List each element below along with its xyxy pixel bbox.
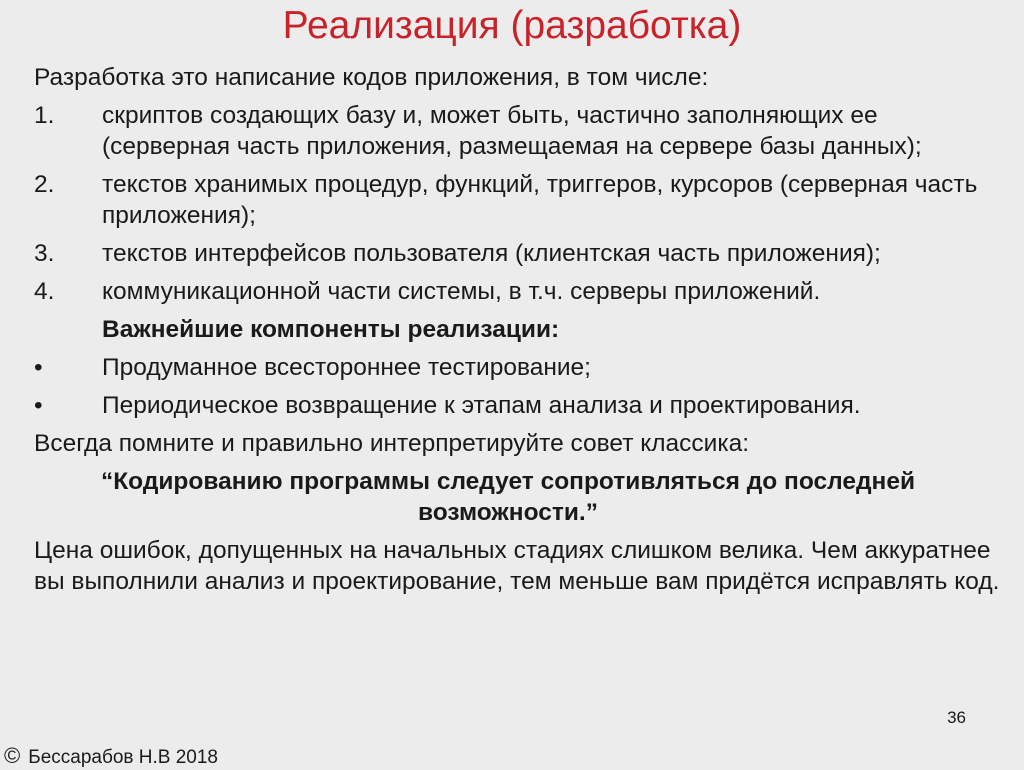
footer-author: Бессарабов Н.В 2018 xyxy=(28,747,218,768)
numbered-item xyxy=(34,169,1002,231)
page-number: 36 xyxy=(947,708,966,727)
bullet-icon: • xyxy=(34,354,43,381)
bullet-item xyxy=(34,352,1002,383)
item-number: 2. xyxy=(34,171,55,198)
conclusion-paragraph: Цена ошибок, допущенных на начальных стадиях слишком велика. Чем аккуратнее вы выполнили анализ и проектирование, тем меньше вам придётся исправлять код. xyxy=(34,537,1000,595)
slide-title: Реализация (разработка) xyxy=(282,4,742,47)
item-text: текстов интерфейсов пользователя (клиентская часть приложения); xyxy=(102,240,881,267)
classic-quote: “Кодированию программы следует сопротивляться до последней возможности.” xyxy=(100,468,916,526)
item-number: 3. xyxy=(34,240,55,267)
footer xyxy=(4,744,218,770)
numbered-item xyxy=(34,276,1002,307)
copyright-icon: © xyxy=(4,743,21,768)
advice-intro: Всегда помните и правильно интерпретируйте совет классика: xyxy=(34,430,750,457)
item-text: Продуманное всестороннее тестирование; xyxy=(102,354,591,381)
slide-body xyxy=(34,62,1002,604)
item-text: коммуникационной части системы, в т.ч. серверы приложений. xyxy=(102,278,821,305)
intro-paragraph: Разработка это написание кодов приложения, в том числе: xyxy=(34,64,709,91)
bullet-icon: • xyxy=(34,392,43,419)
components-heading: Важнейшие компоненты реализации: xyxy=(102,316,560,343)
item-number: 4. xyxy=(34,278,55,305)
numbered-item xyxy=(34,100,1002,162)
numbered-item xyxy=(34,238,1002,269)
bullet-item xyxy=(34,390,1002,421)
item-number: 1. xyxy=(34,102,55,129)
item-text: скриптов создающих базу и, может быть, частично заполняющих ее (серверная часть приложения, размещаемая на сервере базы данных); xyxy=(102,102,922,160)
item-text: Периодическое возвращение к этапам анализа и проектирования. xyxy=(102,392,861,419)
item-text: текстов хранимых процедур, функций, триггеров, курсоров (серверная часть приложения); xyxy=(102,171,978,229)
